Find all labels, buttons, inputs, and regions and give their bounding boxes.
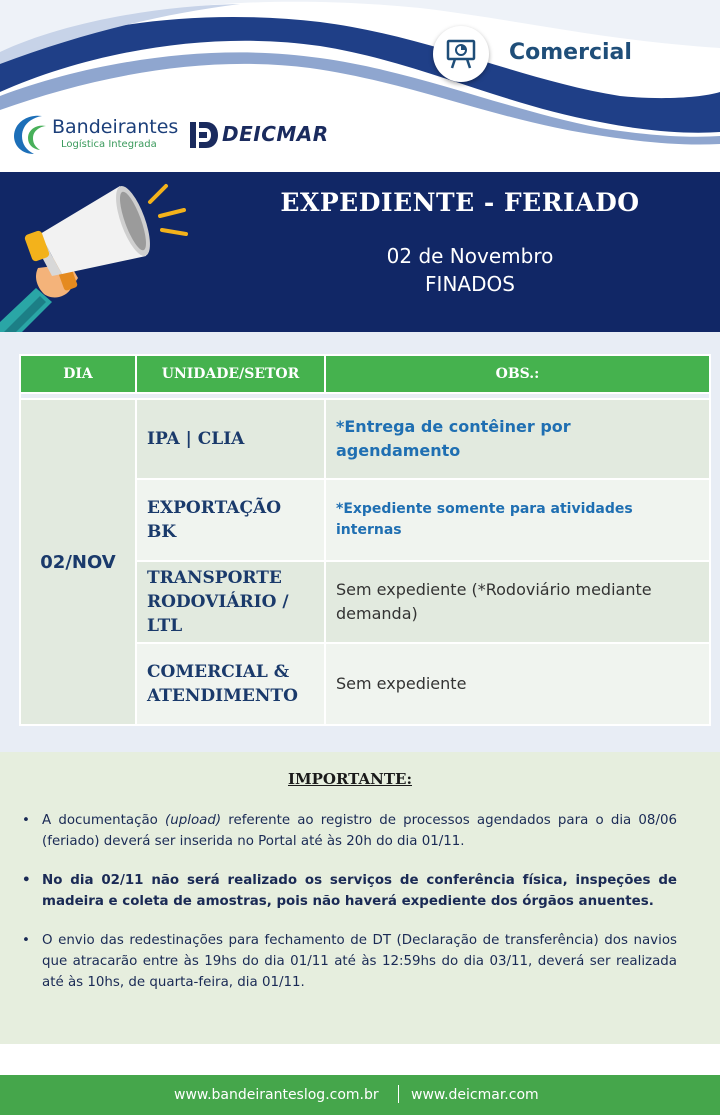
list-item <box>22 930 677 993</box>
bullet-icon: • <box>22 813 30 828</box>
unit-cell: COMERCIAL & ATENDIMENTO <box>136 643 325 725</box>
bandeirantes-logo-subtitle: Logística Integrada <box>61 139 157 150</box>
department-label: Comercial <box>509 40 632 65</box>
unit-cell: IPA | CLIA <box>136 399 325 479</box>
banner-title: EXPEDIENTE - FERIADO <box>280 188 640 217</box>
table-header-row <box>20 355 710 393</box>
footer <box>0 1075 720 1115</box>
list-item <box>22 810 677 852</box>
obs-cell: Sem expediente <box>325 643 710 725</box>
bullet-icon: • <box>22 873 31 888</box>
obs-cell: *Entrega de contêiner por agendamento <box>325 399 710 479</box>
table-row <box>20 399 710 479</box>
deicmar-logo-name: DEICMAR <box>222 122 329 146</box>
day-cell: 02/NOV <box>20 399 136 725</box>
presentation-icon <box>433 26 489 82</box>
deicmar-logo-icon <box>190 122 218 148</box>
list-item <box>22 870 677 912</box>
banner-holiday-name: FINADOS <box>425 272 515 296</box>
item-text: No dia 02/11 não será realizado os serviços de conferência física, inspeções de madeira e coleta de amostras, pois não haverá expediente dos órgãos anuentes. <box>42 873 677 909</box>
column-header-day: DIA <box>20 355 136 393</box>
important-list <box>22 810 677 1011</box>
item-text: O envio das redestinações para fechamento de DT (Declaração de transferência) dos navios que atracarão entre às 19hs do dia 01/11 até às 12:59hs do dia 03/11, deverá ser realizada até às 10hs, de quarta-feira, dia 01/11. <box>42 933 677 990</box>
schedule-table <box>19 354 711 726</box>
unit-cell: TRANSPORTE RODOVIÁRIO / LTL <box>136 561 325 643</box>
megaphone-icon <box>0 172 200 332</box>
schedule-section <box>0 332 720 752</box>
item-text-after: referente ao registro de processos agendados para o dia 08/06 (feriado) deverá ser inserida no Portal até às 20h do dia 01/11. <box>42 813 677 849</box>
important-title: IMPORTANTE: <box>288 770 412 788</box>
bandeirantes-logo-icon <box>12 112 48 156</box>
column-header-obs: OBS.: <box>325 355 710 393</box>
item-text-before: A documentação <box>42 813 166 828</box>
footer-link-deicmar[interactable]: www.deicmar.com <box>411 1087 539 1103</box>
column-header-unit: UNIDADE/SETOR <box>136 355 325 393</box>
obs-cell: *Expediente somente para atividades internas <box>325 479 710 561</box>
footer-link-bandeirantes[interactable]: www.bandeiranteslog.com.br <box>174 1087 379 1103</box>
unit-cell: EXPORTAÇÃO BK <box>136 479 325 561</box>
banner-date: 02 de Novembro <box>386 244 554 268</box>
item-text-emphasis: (upload) <box>165 813 222 828</box>
important-notice <box>0 752 720 1044</box>
bandeirantes-logo-name: Bandeirantes <box>52 116 179 138</box>
header <box>0 0 720 172</box>
footer-divider <box>398 1085 399 1103</box>
obs-cell: Sem expediente (*Rodoviário mediante demanda) <box>325 561 710 643</box>
bullet-icon: • <box>22 933 30 948</box>
